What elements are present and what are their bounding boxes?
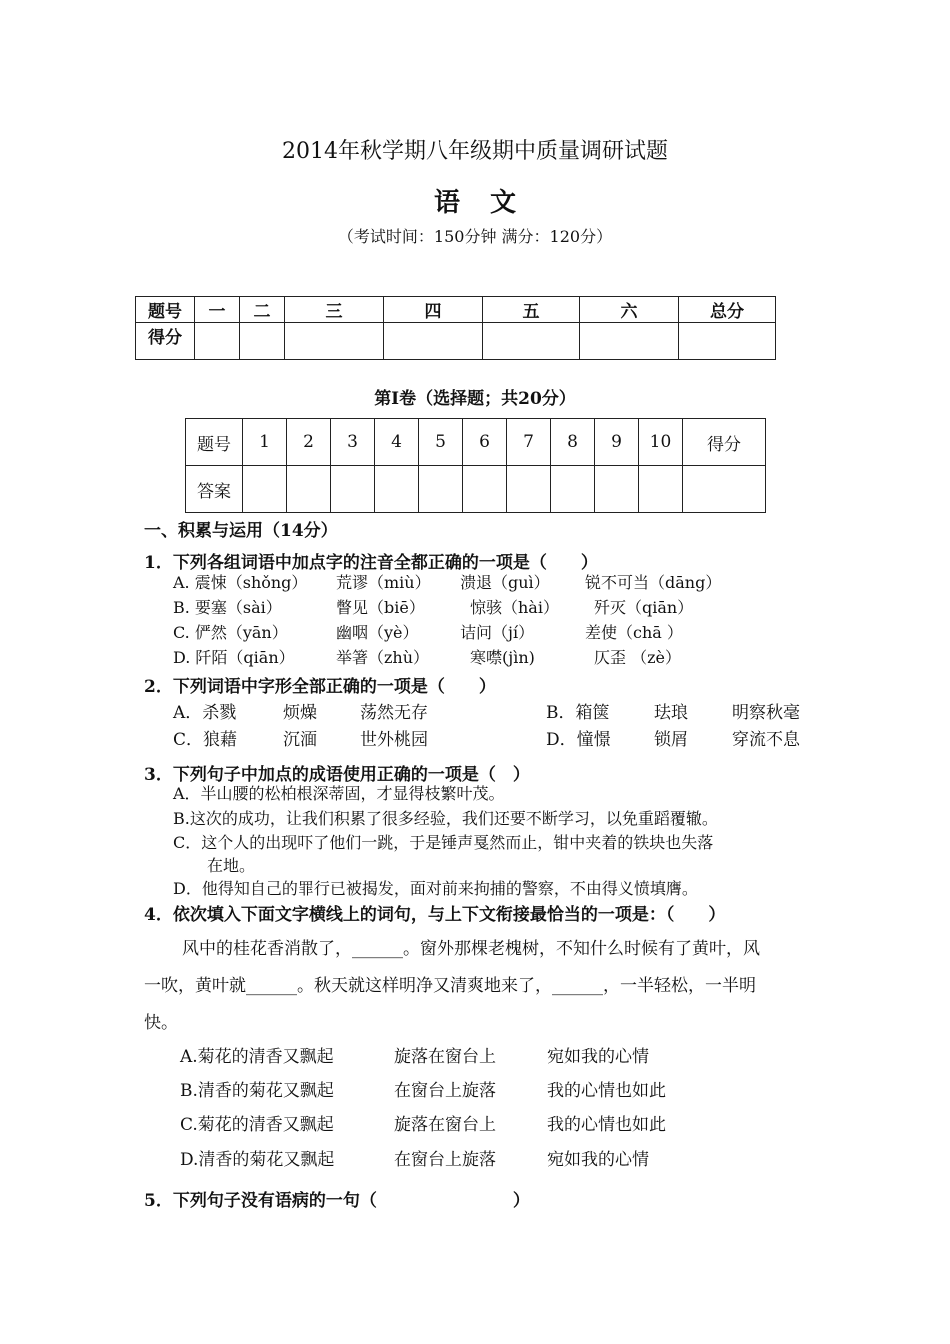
q2-option-d-3: 穿流不息 bbox=[732, 730, 800, 750]
answer-header: 得分 bbox=[683, 419, 766, 466]
answer-header: 7 bbox=[507, 419, 551, 466]
q4-passage-line-3: 快。 bbox=[144, 1013, 178, 1033]
score-cell[interactable] bbox=[240, 323, 285, 360]
score-header: 总分 bbox=[679, 297, 776, 323]
q1-option-d-4: 仄歪 （zè） bbox=[594, 648, 681, 667]
score-cell[interactable] bbox=[483, 323, 580, 360]
volume-title: 第Ⅰ卷（选择题；共20分） bbox=[374, 389, 576, 409]
q3-option-b: B.这次的成功，让我们积累了很多经验，我们还要不断学习，以免重蹈覆辙。 bbox=[173, 809, 718, 828]
q1-option-a-3: 溃退（guì） bbox=[460, 573, 550, 592]
q4-option-d-2: 在窗台上旋落 bbox=[394, 1150, 496, 1170]
score-header: 六 bbox=[580, 297, 679, 323]
answer-row-label: 答案 bbox=[186, 466, 243, 513]
q2-option-b-3: 明察秋毫 bbox=[732, 703, 800, 723]
q4-option-c-1: C.菊花的清香又飘起 bbox=[180, 1115, 334, 1135]
q2-option-d-1: D．憧憬 bbox=[546, 730, 611, 750]
score-cell[interactable] bbox=[679, 323, 776, 360]
question-5-stem: 5．下列句子没有语病的一句（ ） bbox=[144, 1191, 530, 1211]
score-header: 一 bbox=[195, 297, 240, 323]
answer-cell[interactable] bbox=[375, 466, 419, 513]
answer-header: 1 bbox=[243, 419, 287, 466]
q2-option-d-2: 锁屑 bbox=[654, 730, 688, 750]
answer-cell[interactable] bbox=[507, 466, 551, 513]
q1-option-c-3: 诘问（jí） bbox=[460, 623, 535, 642]
q1-option-c-4: 差使（chā ） bbox=[585, 623, 683, 642]
q1-option-b-2: 瞥见（biē） bbox=[336, 598, 425, 617]
score-cell[interactable] bbox=[195, 323, 240, 360]
answer-cell[interactable] bbox=[463, 466, 507, 513]
answer-cell[interactable] bbox=[683, 466, 766, 513]
q4-option-d-1: D.清香的菊花又飘起 bbox=[180, 1150, 335, 1170]
answer-header: 9 bbox=[595, 419, 639, 466]
answer-cell[interactable] bbox=[595, 466, 639, 513]
q2-option-a-2: 烦燥 bbox=[283, 703, 317, 723]
q2-option-b-1: B．箱箧 bbox=[546, 703, 610, 723]
score-cell[interactable] bbox=[285, 323, 384, 360]
q2-option-c-2: 沉湎 bbox=[283, 730, 317, 750]
q2-option-c-3: 世外桃园 bbox=[360, 730, 428, 750]
q4-option-b-2: 在窗台上旋落 bbox=[394, 1081, 496, 1101]
question-4-stem: 4．依次填入下面文字横线上的词句，与上下文衔接最恰当的一项是：（ ） bbox=[144, 905, 726, 925]
q4-option-a-2: 旋落在窗台上 bbox=[394, 1047, 496, 1067]
q4-option-a-3: 宛如我的心情 bbox=[547, 1047, 649, 1067]
answer-table bbox=[185, 418, 766, 513]
section-heading: 一、积累与运用（14分） bbox=[144, 521, 338, 541]
answer-header: 3 bbox=[331, 419, 375, 466]
answer-header: 5 bbox=[419, 419, 463, 466]
q2-option-a-1: A．杀戮 bbox=[173, 703, 237, 723]
q3-option-d: D．他得知自己的罪行已被揭发，面对前来拘捕的警察，不由得义愤填膺。 bbox=[173, 879, 698, 898]
score-header: 二 bbox=[240, 297, 285, 323]
exam-title: 2014年秋学期八年级期中质量调研试题 bbox=[282, 139, 668, 164]
q1-option-a-4: 锐不可当（dāng） bbox=[585, 573, 722, 592]
q1-option-d-1: D. 阡陌（qiān） bbox=[173, 648, 295, 667]
score-row-label: 得分 bbox=[136, 323, 195, 360]
q4-option-b-1: B.清香的菊花又飘起 bbox=[180, 1081, 334, 1101]
answer-cell[interactable] bbox=[551, 466, 595, 513]
subject-title: 语文 bbox=[433, 188, 546, 218]
score-header: 四 bbox=[384, 297, 483, 323]
exam-info: （考试时间：150分钟 满分：120分） bbox=[337, 227, 613, 246]
answer-cell[interactable] bbox=[331, 466, 375, 513]
q1-option-a-2: 荒谬（miù） bbox=[336, 573, 431, 592]
q4-passage-line-1: 风中的桂花香消散了，______。窗外那棵老槐树，不知什么时候有了黄叶，风 bbox=[182, 939, 760, 959]
q1-option-c-2: 幽咽（yè） bbox=[336, 623, 419, 642]
question-2-stem: 2．下列词语中字形全部正确的一项是（ ） bbox=[144, 677, 496, 697]
q3-option-c: C．这个人的出现吓了他们一跳，于是锤声戛然而止，钳中夹着的铁块也失落 bbox=[173, 833, 714, 852]
q2-option-c-1: C．狼藉 bbox=[173, 730, 238, 750]
q3-option-c-cont: 在地。 bbox=[207, 856, 256, 875]
q1-option-b-1: B. 要塞（sài） bbox=[173, 598, 282, 617]
score-cell[interactable] bbox=[384, 323, 483, 360]
q1-option-a-1: A. 震悚（shǒng） bbox=[173, 573, 308, 592]
answer-header: 2 bbox=[287, 419, 331, 466]
answer-cell[interactable] bbox=[287, 466, 331, 513]
score-table bbox=[135, 296, 776, 360]
score-header: 五 bbox=[483, 297, 580, 323]
q1-option-c-1: C. 俨然（yān） bbox=[173, 623, 288, 642]
answer-header: 4 bbox=[375, 419, 419, 466]
q1-option-b-3: 惊骇（hài） bbox=[470, 598, 559, 617]
q1-option-d-2: 举箸（zhù） bbox=[336, 648, 430, 667]
answer-cell[interactable] bbox=[243, 466, 287, 513]
question-1-stem: 1．下列各组词语中加点字的注音全都正确的一项是（ ） bbox=[144, 553, 598, 573]
answer-header: 题号 bbox=[186, 419, 243, 466]
q3-option-a: A．半山腰的松柏根深蒂固，才显得枝繁叶茂。 bbox=[173, 784, 505, 803]
q4-option-d-3: 宛如我的心情 bbox=[547, 1150, 649, 1170]
answer-header: 6 bbox=[463, 419, 507, 466]
score-cell[interactable] bbox=[580, 323, 679, 360]
question-3-stem: 3．下列句子中加点的成语使用正确的一项是（ ） bbox=[144, 765, 530, 785]
q2-option-b-2: 珐琅 bbox=[654, 703, 688, 723]
answer-cell[interactable] bbox=[419, 466, 463, 513]
q2-option-a-3: 荡然无存 bbox=[360, 703, 428, 723]
q4-option-c-2: 旋落在窗台上 bbox=[394, 1115, 496, 1135]
score-header: 题号 bbox=[136, 297, 195, 323]
q4-option-a-1: A.菊花的清香又飘起 bbox=[180, 1047, 334, 1067]
q1-option-b-4: 歼灭（qiān） bbox=[594, 598, 694, 617]
q4-passage-line-2: 一吹，黄叶就______。秋天就这样明净又清爽地来了，______，一半轻松，一半明 bbox=[144, 976, 756, 996]
score-header: 三 bbox=[285, 297, 384, 323]
answer-header: 10 bbox=[639, 419, 683, 466]
answer-cell[interactable] bbox=[639, 466, 683, 513]
q4-option-c-3: 我的心情也如此 bbox=[547, 1115, 666, 1135]
q4-option-b-3: 我的心情也如此 bbox=[547, 1081, 666, 1101]
answer-header: 8 bbox=[551, 419, 595, 466]
q1-option-d-3: 寒噤(jìn) bbox=[470, 648, 535, 667]
